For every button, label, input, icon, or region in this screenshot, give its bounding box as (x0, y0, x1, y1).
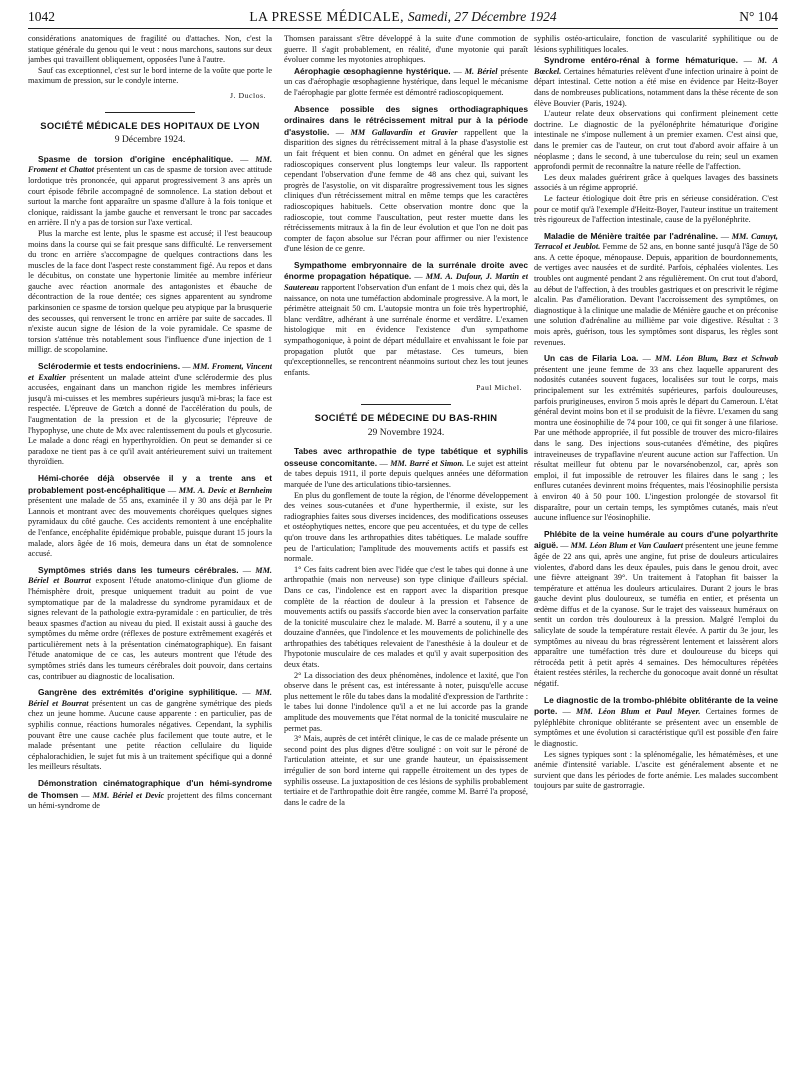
article-text: exposent l'étude anatomo-clinique d'un gliome de l'hémisphère droit, presque uniquement traduit au point de vue symptomatique par de la maladresse du syndrome pyramidaux et de signes relevant de la pathologie extra-pyramidale : en particulier, de très beaux spasmes d'action au niveau du pied. Il existait aussi à gauche des symptômes du même ordre (réflexes de posture extrêmement exagérés et particulièrement nets à la présentation cinématographique). En faisant l'étude anatomique de ce cas, les auteurs montrent que l'étude des symptômes striés dans les tumeurs cérébrales doit pouvoir, dans certains cas, contribuer au diagnostic de localisation. (28, 576, 272, 681)
article-title: Hémi-chorée déjà observée il y a trente ans et probablement post-encéphalitique (28, 472, 272, 495)
issue-number: N° 104 (739, 9, 778, 24)
article-authors: MM. Barré et Simon. (390, 458, 465, 468)
article-text: présentent un cas de spasme de torsion avec attitude lordotique très prononcée, qui apparut progressivement 3 ans après un court épisode fébrile accompagné de somnolence. La station debout et surtout la marche font apparaître un spasme d'allure à la fois tonique et clonique, raidissant la jambe gauche et renversant le tronc par saccades en arrière. Il n'y a pas de torsion sur l'axe vertical. (28, 165, 272, 228)
paragraph: syphilis ostéo-articulaire, fonction de vascularité syphilitique ou de lésions syphilitiques locales. (534, 34, 778, 54)
article-authors: MM. Léon Blum, Bœz et Schwab (655, 354, 778, 364)
article-authors: MM. Bériel et Devic (92, 790, 165, 800)
paragraph: Le facteur étiologique doit être pris en sérieuse considération. C'est pour ce motif qu'à l'exemple d'Heitz-Boyer, l'auteur institue un traitement très rigoureux de l'affection intestinale, cause de la pyélonéphrite. (534, 193, 778, 225)
article-authors: MM. Bériel et Bourrat (28, 688, 272, 708)
paragraph: 1° Ces faits cadrent bien avec l'idée que c'est le tabes qui donne à une arthropathie (mais non nerveuse) son type clinique d'ailleurs spécial. Dans ce cas, l'indolence est en rapport avec la disparition presque complète de la réaction de douleur à la pression et l'absence de mouvements actifs ou passifs s'accorde bien avec la conservation parfaite de la tonicité musculaire chez le malade. M. Barré a soutenu, il y a une douzaine d'années, que l'indolence et les mouvements de polichinelle des arthropathies des tabétiques relevaient de l'anesthésie à la douleur et de l'hypotonie musculaire de ces malades et qu'il y avait superposition des deux états. (284, 564, 528, 670)
column-3 (534, 34, 778, 1074)
article: Aérophagie œsophagienne hystérique. — M. Bériel présente un cas d'aérophagie œsophagienne hystérique, dans lequel le mécanisme de l'aérophagie par glotte fermée est démontré radioscopiquement. (284, 65, 528, 97)
article-text: présentent une malade de 55 ans, examinée il y 30 ans déjà par le Pr Lannois et montrant avec des mouvements choréiques quelques signes pyramidaux du côté gauche. Ces accidents remontent à une encéphalite de l'enfance, encéphalite épidémique probable, puisque durant 15 jours la malade, alors âgée de 16 mois, demeura dans un état de somnolence accusé. (28, 496, 272, 559)
society-heading: SOCIÉTÉ DE MÉDECINE DU BAS-RHIN (314, 412, 498, 423)
article: Maladie de Ménière traitée par l'adrénaline. — MM. Canuyt, Terracol et Jeublot. Femme de 52 ans, en bonne santé jusqu'à l'âge de 50 ans. A cette époque, ménopause. Depuis, apparition de bourdonnements, de vertiges avec nausées et de surdité. Parfois, céphalées violentes. Les troubles ont augmenté pendant 2 ans régulièrement. On crut tout d'abord, au début de l'affection, à des troubles gastriques et on prescrivit le régime alcalin. Pas d'amélioration. Devant l'accroissement des symptômes, on diagnostique à la clinique une maladie de Ménière gauche et on préconise une solution d'adrénaline au millième par voie digestive. Résultat : 3 mois après, guérison, tous les symptômes sont disparus, les règles sont revenues. (534, 230, 778, 347)
paragraph: Les deux malades guérirent grâce à quelques lavages des bassinets associés à un régime approprié. (534, 172, 778, 193)
article: Absence possible des signes orthodiagraphiques ordinaires dans le rétrécissement mitral pur à la période d'asystolie. — MM Gallavardin et Gravier rappellent que la disparition des signes du rétrécissement mitral à la phase d'asystolie est un fait fréquent et bien connu. On admet en général que les signes radioscopiques conservent plus longtemps leur valeur. Ils rapportent cependant l'observation d'une femme de 48 ans chez qui, suivant les progrès de l'asystolie, on vit disparaître progressivement tous les signes cliniques d'un rétrécissement mitral en même temps que les caractères radioscopiques habituels. Cette observation montre donc que la radioscopie, tout comme l'auscultation, peut rester muette dans les rétrécissements mitraux à la fin de leur évolution et que l'on ne doit pas compter de façon absolue sur l'écran pour affirmer ou nier l'existence d'une lésion de ce genre. (284, 103, 528, 254)
article: Sclérodermie et tests endocriniens. — MM. Froment, Vincent et Exaltier présentent un malade atteint d'une sclérodermie des plus accusées, engainant dans un manchon rigide les membres inférieurs jusqu'à mi-cuisses et les membres supérieurs jusqu'à mi-bras; la face est respectée. L'épreuve de Gœtch a donné de l'accélération du pouls, de l'augmentation de la pression et de la glycosurie; l'épreuve de l'hypophyse, une chute de Mx avec ralentissement du pouls et glycosurie. Le malade a donc réagi en hyperthyroïdien. On peut se demander si ce paradoxe ne tient pas à ce qu'il avait antérieurement suivi un traitement thyroïdien. (28, 361, 272, 467)
paragraph: 3° Mais, auprès de cet intérêt clinique, le cas de ce malade présente un second point des plus dignes d'être souligné : on voit sur le péroné de l'articulation atteinte, et sur une grande hauteur, un épaississement irrégulier de son bord interne qui rappelle étroitement un des types de syphilis osseuse. La juxtaposition de ces lésions de syphilis probablement tertiaire et de l'arthropathie doit être rangée, comme M. Barré l'a proposé, dans le cadre de la (284, 734, 528, 807)
article-authors: MM. Bériel et Bourrat (28, 565, 272, 586)
article-title: Sclérodermie et tests endocriniens. (38, 361, 181, 372)
article-text: Certaines formes de pyléphlébite chronique oblitérante se présentent avec un ensemble de symptômes et une évolution si caractéristique qu'il est possible d'en faire le diagnostic. (534, 707, 778, 748)
article: Spasme de torsion d'origine encéphalitique. — MM. Froment et Chattot présentent un cas de spasme de torsion avec attitude lordotique très prononcée, qui apparut progressivement 3 ans après un court épisode fébrile accompagné de somnolence. La station debout et surtout la marche font apparaître un spasme d'allure à la fois tonique et clonique, raidissant la jambe gauche et renversant le tronc par saccades en arrière. Il n'y a pas de torsion sur l'axe vertical. Plus la marche est lente, plus le spasme est accusé; il l'est beaucoup moins dans la course qui se fait presque sans difficulté. Le renversement du tronc en arrière s'accompagne de quelques contractions dans les muscles de la face dont l'aspect reste constamment figé. Au repos et dans le décubitus, on constate une hypertonie limitée au membre inférieur gauche avec réaction anormale des antagonistes et ébauche de décontraction de la roue dentée; ces signes apparentent au syndrome parkinsonien ce spasme de torsion quelque peu atypique par la brusquerie des secousses, qui renversent le tronc en arrière par suite de saccades. Il n'existe aucun signe de lésion de la voie pyramidale. Ce spasme de torsion s'atténue très notablement sous l'influence d'une injection de 1 milligr. de scopolamine. (28, 153, 272, 355)
article-text: présente un cas d'aérophagie œsophagienne hystérique, dans lequel le mécanisme de l'aérophagie par glotte fermée est démontré radioscopiquement. (284, 66, 528, 97)
article: Gangrène des extrémités d'origine syphilitique. — MM. Bériel et Bourrat présentent un cas de gangrène symétrique des pieds chez un jeune homme. Aucune cause apparente : en particulier, pas de syphilis connue, réactions humorales négatives. Cependant, la syphilis pouvant être une cause cachée plus facilement que toute autre, et le malade présentant une petite réaction cellulaire du liquide céphalorachidien, le sujet fut mis à un traitement spécifique qui a donné les meilleurs résultats. (28, 687, 272, 772)
journal-title (28, 9, 778, 25)
article-title: Le diagnostic de la trombo-phlébite oblitérante de la veine porte. (534, 694, 778, 717)
article-title: Gangrène des extrémités d'origine syphilitique. (38, 687, 238, 698)
article-text: rapportent l'observation d'un enfant de 1 mois chez qui, dès la naissance, on nota une tuméfaction abdominale progressive. A la mort, le périmètre atteignait 50 cm. L'autopsie montra un foie très hypertrophié, blanc verdâtre, adhérant à une surrénale énorme et verdâtre. L'examen histologique mit en évidence l'existence d'un sympathome sympathogonique, à point de départ médullaire et envahissant le foie par propagation plutôt que par métastase. Ces tumeurs, bien qu'exceptionnelles, se rencontrent néanmoins surtout chez les tout jeunes enfants. (284, 283, 528, 377)
article: Un cas de Filaria Loa. — MM. Léon Blum, Bœz et Schwab présentent une jeune femme de 33 ans chez laquelle apparurent des nodosités cutanées souvent fugaces, localisées sur tout le corps, mais principalement sur les extrémités supérieures, parfois douloureuses, parfois prurigineuses, environ 5 mois après le départ du Cameroun. L'état général devint moins bon et il se produisit de la fièvre. L'examen du sang montra une éosinophilie de 74 pour 100, ce qui fit songer à une filariose. Par une méthode appropriée, il fut possible de trouver des micro-filaires dans le sang. Des injections sous-cutanées d'émétine, des piqûres intraveineuses de trypaflavine n'eurent aucune action sur l'affection. Un résultat meilleur fut obtenu par le novarsénobenzol, car, après son emploi, il fut impossible de retrouver les filaires dans le sang ; les enflures cutanées devinrent moins fréquentes, mais l'éosinophilie persista à environ 40 à 50 pour 100. L'ingestion prolongée de stovarsol fit disparaître, pour un certain temps, les symptômes cutanés, mais n'eut aucune influence sur l'éosinophilie. (534, 353, 778, 523)
page-number: 1042 (28, 9, 55, 24)
article: Symptômes striés dans les tumeurs cérébrales. — MM. Bériel et Bourrat exposent l'étude anatomo-clinique d'un gliome de l'hémisphère droit, presque uniquement traduit au point de vue symptomatique par de la maladresse du syndrome pyramidaux et de signes relevant de la pathologie extra-pyramidale : en particulier, de très beaux spasmes d'action au niveau du pied. Il existait aussi à gauche des symptômes du même ordre (réflexes de posture extrêmement exagérés et particulièrement nets à la présentation cinématographique). En faisant l'étude anatomique de ce cas, les auteurs montrent que l'étude des symptômes striés dans les tumeurs cérébrales doit pouvoir, dans certains cas, contribuer au diagnostic de localisation. (28, 564, 272, 681)
article-text: Le sujet est atteint de tabes depuis 1911, il porte depuis quelques années une déformation marquée de l'une des articulations tibio-tarsiennes. (284, 458, 528, 489)
article-authors: MM. A. Dufour, J. Martin et Sautereau (284, 272, 528, 293)
article: Phlébite de la veine humérale au cours d'une polyarthrite aiguë. — MM. Léon Blum et Van Caulaert présentent une jeune femme âgée de 22 ans qui, après une angine, fut prise de douleurs articulaires violentes, d'abord dans les deux épaules, puis dans le genou droit, avec une fièvre atteignant 39°. Un traitement à l'atophan fit baisser la température et atténua les douleurs articulaires. Durant 2 jours le bras gauche devint plus douloureux, se tuméfia en entier, et présenta un œdème diffus et de la cyanose. Sur le trajet des vaisseaux huméraux on sentit un cordon très douloureux à la pression. Malgré l'emploi du salicylate de soude la température restait élevée. A partir du 3e jour, les symptômes au niveau du bras régressèrent lentement et laissèrent alors apparaître une tuméfaction très dure et douloureuse du biceps qui rétrocéda petit à petit après 4 semaines. Des hémocultures répétées étaient restées stériles, la recherche du gonocoque avait donné un résultat négatif. (534, 528, 778, 689)
paragraph: 2° La dissociation des deux phénomènes, indolence et laxité, que l'on observe dans le présent cas, est intéressante à noter, puisqu'elle accuse plus nettement le rôle du tabes dans la modalité d'expression de l'arthrite : le tabes lui donne l'indolence qu'il a et ne lui accorde pas la grande amplitude des mouvements que l'état normal de la tonicité musculaire ne permet pas. (284, 670, 528, 733)
article-text: projettent des films concernant un hémi-syndrome de (28, 790, 272, 811)
paragraph: Plus la marche est lente, plus le spasme est accusé; il l'est beaucoup moins dans la course qui se fait presque sans difficulté. Le renversement du tronc en arrière s'accompagne de quelques contractions dans les muscles de la face dont l'aspect reste constamment figé. Au repos et dans le décubitus, on constate une hypertonie limitée au membre inférieur gauche avec réaction anormale des antagonistes et ébauche de décontraction de la roue dentée; ces signes apparentent au syndrome parkinsonien ce spasme de torsion quelque peu atypique par la brusquerie des secousses, qui renversent le tronc en arrière par suite de saccades. Il n'existe aucun signe de lésion de la voie pyramidale. Ce spasme de torsion s'atténue très notablement sous l'influence d'une injection de 1 milligr. de scopolamine. (28, 228, 272, 355)
article-text: présentent une jeune femme de 33 ans chez laquelle apparurent des nodosités cutanées souvent fugaces, localisées sur tout le corps, mais principalement sur les extrémités supérieures, parfois douloureuses, parfois prurigineuses, environ 5 mois après le départ du Cameroun. L'état général devint moins bon et il se produisit de la fièvre. L'examen du sang montra une éosinophilie de 74 pour 100, ce qui fit songer à une filariose. Par une méthode appropriée, il fut possible de trouver des micro-filaires dans le sang. Des injections sous-cutanées d'émétine, des piqûres intraveineuses de trypaflavine n'eurent aucune action sur l'affection. Un résultat meilleur fut obtenu par le novarsénobenzol, car, après son emploi, il fut impossible de retrouver les filaires dans le sang ; les enflures cutanées devinrent moins fréquentes, mais l'éosinophilie persista à environ 40 à 50 pour 100. L'ingestion prolongée de stovarsol fit disparaître, pour un certain temps, les symptômes cutanés, mais n'eut aucune influence sur l'éosinophilie. (534, 364, 778, 523)
article: Sympathome embryonnaire de la surrénale droite avec énorme propagation hépatique. — MM. A. Dufour, J. Martin et Sautereau rapportent l'observation d'un enfant de 1 mois chez qui, dès la naissance, on nota une tuméfaction abdominale progressive. A la mort, le périmètre atteignait 50 cm. L'autopsie montra un foie très hypertrophié, blanc verdâtre, adhérant à une surrénale énorme et verdâtre. L'examen histologique mit en évidence l'existence d'un sympathome sympathogonique, à point de départ médullaire et envahissant le foie par propagation plutôt que par métastase. Ces tumeurs, bien qu'exceptionnelles, se rencontrent néanmoins surtout chez les tout jeunes enfants. (284, 259, 528, 377)
article-authors: M. A Bœckel. (534, 56, 778, 76)
article-text: présentent une jeune femme âgée de 22 ans qui, après une angine, fut prise de douleurs articulaires violentes, d'abord dans les deux épaules, puis dans le genou droit, avec une fièvre atteignant 39°. Un traitement à l'atophan fit baisser la température et atténua les douleurs articulaires. Durant 2 jours le bras gauche devint plus douloureux, se tuméfia en entier, et présenta un œdème diffus et de la cyanose. Sur le trajet des vaisseaux huméraux on sentit un cordon très douloureux à la pression. Malgré l'emploi du salicylate de soude la température restait élevée. A partir du 3e jour, les symptômes au niveau du bras régressèrent lentement et laissèrent alors apparaître une tuméfaction très dure et douloureuse du biceps qui rétrocéda petit à petit après 4 semaines. Des hémocultures répétées étaient restées stériles, la recherche du gonocoque avait donné un résultat négatif. (534, 541, 778, 689)
signature: Paul Michel. (476, 383, 522, 393)
article-title: Sympathome embryonnaire de la surrénale droite avec énorme propagation hépatique. (284, 259, 528, 282)
article-authors: M. Bériel (464, 66, 498, 76)
society-heading: SOCIÉTÉ MÉDICALE DES HOPITAUX DE LYON (40, 119, 260, 131)
issue-date: Samedi, 27 Décembre 1924 (407, 9, 557, 24)
article-title: Spasme de torsion d'origine encéphalitique. (38, 153, 234, 164)
article: Hémi-chorée déjà observée il y a trente ans et probablement post-encéphalitique — MM. A. Devic et Bernheim présentent une malade de 55 ans, examinée il y 30 ans déjà par le Pr Lannois et montrant avec des mouvements choréiques quelques signes pyramidaux du côté gauche. Ces accidents remontent à une encéphalite de l'enfance, encéphalite épidémique probable, puisque durant 15 jours la malade, alors âgée de 16 mois, demeura dans un état de somnolence accusé. (28, 472, 272, 559)
article-title: Symptômes striés dans les tumeurs cérébrales. (38, 564, 239, 575)
article-text: présentent un malade atteint d'une sclérodermie des plus accusées, engainant dans un manchon rigide les membres inférieurs jusqu'à mi-cuisses et les membres supérieurs jusqu'à mi-bras; la face est respectée. L'épreuve de Gœtch a donné de l'accélération du pouls, de l'augmentation de la pression et de la glycosurie; l'épreuve de l'hypophyse, une chute de Mx avec ralentissement du pouls et glycosurie. Le malade a donc réagi en hyperthyroïdien. On peut se demander si ce paradoxe ne tient pas à ce qu'il avait antérieurement suivi un traitement thyroïdien. (28, 372, 272, 467)
article-authors: MM. Canuyt, Terracol et Jeublot. (534, 231, 778, 252)
session-date: 9 Décembre 1924. (114, 134, 186, 146)
article-title: Aérophagie œsophagienne hystérique. (294, 65, 451, 76)
article-authors: MM. Froment, Vincent et Exaltier (28, 362, 272, 382)
column-2 (284, 34, 528, 1074)
article-title: Absence possible des signes orthodiagraphiques ordinaires dans le rétrécissement mitral pur à la période d'asystolie. (284, 103, 528, 137)
article-text: Femme de 52 ans, en bonne santé jusqu'à l'âge de 50 ans. A cette époque, ménopause. Depuis, apparition de bourdonnements, de vertiges avec nausées et de surdité. Parfois, céphalées violentes. Les troubles ont augmenté pendant 2 ans régulièrement. On crut tout d'abord, au début de l'affection, à des troubles gastriques et on prescrivit le régime alcalin. Pas d'amélioration. Devant l'accroissement des symptômes, on diagnostique à la clinique une maladie de Ménière gauche et on préconise une solution d'adrénaline au millième par voie digestive. Résultat : 3 mois après, guérison, tous les symptômes sont disparus, les règles sont revenues. (534, 242, 778, 347)
article-authors: MM. Léon Blum et Van Caulaert (570, 541, 684, 551)
section-divider (361, 404, 451, 405)
column-1 (28, 34, 272, 1074)
paragraph: considérations anatomiques de fragilité ou d'attaches. Non, c'est la statique générale du genou qui le veut : nous marchons, sautons sur deux jambes qui travaillent obliquement, opposées l'une à l'autre. (28, 34, 272, 65)
article-authors: MM. Froment et Chattot (28, 154, 272, 175)
article-authors: MM. Léon Blum et Paul Meyer. (576, 707, 701, 717)
article-authors: MM. A. Devic et Bernheim (178, 485, 272, 495)
article-title: Tabes avec arthropathie de type tabétique et syphilis osseuse concomitante. (284, 446, 528, 468)
article-title: Démonstration cinématographique d'un hémi-syndrome de Thomsen (28, 778, 272, 800)
article-title: Syndrome entéro-rénal à forme hématurique. (544, 55, 738, 66)
article: Tabes avec arthropathie de type tabétique et syphilis osseuse concomitante. — MM. Barré et Simon. Le sujet est atteint de tabes depuis 1911, il porte depuis quelques années une déformation marquée de l'une des articulations tibio-tarsiennes. En plus du gonflement de toute la région, de l'énorme développement des veines sous-cutanées et d'une hyperthermie, il existe, sur les radiographies faites sous diverses incidences, des modifications osseuses et ostéophytiques nettes, encore que peu accentuées, et du type de celles qu'on trouve dans les arthropathies dites tabétiques. Le malade souffre peu de l'articulation; l'amplitude des mouvements actifs et passifs est normale. 1° Ces faits cadrent bien avec l'idée que c'est le tabes qui donne à une arthropathie (mais non nerveuse) son type clinique d'ailleurs spécial. Dans ce cas, l'indolence est en rapport avec la disparition presque complète de la réaction de douleur à la pression et l'absence de mouvements actifs ou passifs s'accorde bien avec la conservation parfaite de la tonicité musculaire chez le malade. M. Barré a soutenu, il y a une douzaine d'années, que l'indolence et les mouvements de polichinelle des arthropathies des tabétiques relevaient de l'anesthésie à la douleur et de l'hypotonie musculaire de ces malades et qu'il y avait superposition des deux états. 2° La dissociation des deux phénomènes, indolence et laxité, que l'on observe dans le présent cas, est intéressante à noter, puisqu'elle accuse plus nettement le rôle du tabes dans la modalité d'expression de l'arthrite : le tabes lui donne l'indolence qu'il a et ne lui accorde pas la grande amplitude des mouvements que l'état normal de la tonicité musculaire ne permet pas. 3° Mais, auprès de cet intérêt clinique, le cas de ce malade présente un second point des plus dignes d'être souligné : on voit sur le péroné de l'articulation atteinte, et sur une grande hauteur, un épaississement irrégulier de son bord interne qui rappelle étroitement un des types de syphilis osseuse. La juxtaposition de ces lésions de syphilis probablement tertiaire et de l'arthropathie doit être rangée, comme M. Barré l'a proposé, dans le cadre de la (284, 446, 528, 807)
signature: J. Duclos. (230, 90, 266, 100)
article: Démonstration cinématographique d'un hémi-syndrome de Thomsen — MM. Bériel et Devic projettent des films concernant un hémi-syndrome de (28, 778, 272, 811)
article-text: Certaines hématuries relèvent d'une infection urinaire à point de départ intestinal. Cette notion a été mise en évidence par Heitz-Boyer dans de nombreuses publications, notamment dans la thèse récente de son élève Bouvier (Paris, 1924). (534, 66, 778, 108)
article-text: présentent un cas de gangrène symétrique des pieds chez un jeune homme. Aucune cause apparente : en particulier, pas de syphilis connue, réactions humorales négatives. Cependant, la syphilis pouvant être une cause cachée plus facilement que toute autre, et le malade présentant une petite réaction cellulaire du liquide céphalorachidien, le sujet fut mis à un traitement spécifique qui a donné les meilleurs résultats. (28, 698, 272, 772)
paragraph: L'auteur relate deux observations qui confirment pleinement cette doctrine. Le diagnostic de la pyélonéphrite hématurique d'origine intestinale ne s'impose nullement à un premier examen. C'est ainsi que, dans le premier cas de l'auteur, on crut tout d'abord avoir affaire à un néoplasme ; dans le second, à une tuberculose du rein; seul un examen approfondi permit de reconnaître la nature réelle de l'affection. (534, 109, 778, 172)
article-title: Phlébite de la veine humérale au cours d'une polyarthrite aiguë. (534, 528, 778, 551)
article: Le diagnostic de la trombo-phlébite oblitérante de la veine porte. — MM. Léon Blum et Paul Meyer. Certaines formes de pyléphlébite chronique oblitérante se présentent avec un ensemble de symptômes et une évolution si caractéristique qu'il est possible d'en faire le diagnostic. Les signes typiques sont : la splénomégalie, les hématémèses, et une anémie d'intensité variable. L'ascite est généralement absente et ne survient que dans les périodes de forte anémie. Les malades succombent toujours par suite de gastrorragie. (534, 694, 778, 791)
paragraph: Les signes typiques sont : la splénomégalie, les hématémèses, et une anémie d'intensité variable. L'ascite est généralement absente et ne survient que dans les périodes de forte anémie. Les malades succombent toujours par suite de gastrorragie. (534, 749, 778, 791)
article-title: Maladie de Ménière traitée par l'adrénaline. (544, 230, 718, 241)
journal-name: LA PRESSE MÉDICALE, (249, 9, 405, 24)
article: Syndrome entéro-rénal à forme hématurique. — M. A Bœckel. Certaines hématuries relèvent d'une infection urinaire à point de départ intestinal. Cette notion a été mise en évidence par Heitz-Boyer dans de nombreuses publications, notamment dans la thèse récente de son élève Bouvier (Paris, 1924). L'auteur relate deux observations qui confirment pleinement cette doctrine. Le diagnostic de la pyélonéphrite hématurique d'origine intestinale ne s'impose nullement à un premier examen. C'est ainsi que, dans le premier cas de l'auteur, on crut tout d'abord avoir affaire à un néoplasme ; dans le second, à une tuberculose du rein; seul un examen approfondi permit de reconnaître la nature réelle de l'affection. Les deux malades guérirent grâce à quelques lavages des bassinets associés à un régime approprié. Le facteur étiologique doit être pris en sérieuse considération. C'est pour ce motif qu'à l'exemple d'Heitz-Boyer, l'auteur institue un traitement très rigoureux de l'affection intestinale, cause de la pyélonéphrite. (534, 55, 778, 225)
section-divider (105, 112, 195, 113)
paragraph: Sauf cas exceptionnel, c'est sur le bord interne de la voûte que porte le maximum de pression, sur le condyle interne. (28, 65, 272, 86)
session-date: 29 Novembre 1924. (367, 426, 445, 438)
page-header (28, 6, 778, 29)
article-title: Un cas de Filaria Loa. (544, 353, 639, 364)
article-authors: MM Gallavardin et Gravier (350, 127, 458, 137)
paragraph: Thomsen paraissant s'être développé à la suite d'une commotion de guerre. Il s'agit probablement, en réalité, d'une myotonie qui paraît évoluer comme les myotonies atrophiques. (284, 34, 528, 65)
paragraph: En plus du gonflement de toute la région, de l'énorme développement des veines sous-cutanées et d'une hyperthermie, il existe, sur les radiographies faites sous diverses incidences, des modifications osseuses et ostéophytiques nettes, encore que peu accentuées, et du type de celles qu'on trouve dans les arthropathies dites tabétiques. Le malade souffre peu de l'articulation; l'amplitude des mouvements actifs et passifs est normale. (284, 490, 528, 564)
article-text: rappellent que la disparition des signes du rétrécissement mitral à la phase d'asystolie est un fait fréquent et bien connu. On admet en général que les signes radioscopiques conservent plus longtemps leur valeur. Ils rapportent cependant l'observation d'une femme de 48 ans chez qui, suivant les progrès de l'asystolie, on vit disparaître progressivement tous les signes cliniques d'un rétrécissement mitral en même temps que les caractères radioscopiques habituels. Cette observation montre donc que la radioscopie, tout comme l'auscultation, peut rester muette dans les rétrécissements mitraux à la fin de leur évolution et que l'on ne doit pas compter de façon absolue sur l'écran pour affirmer ou nier l'existence d'une lésion de ce genre. (284, 127, 528, 254)
